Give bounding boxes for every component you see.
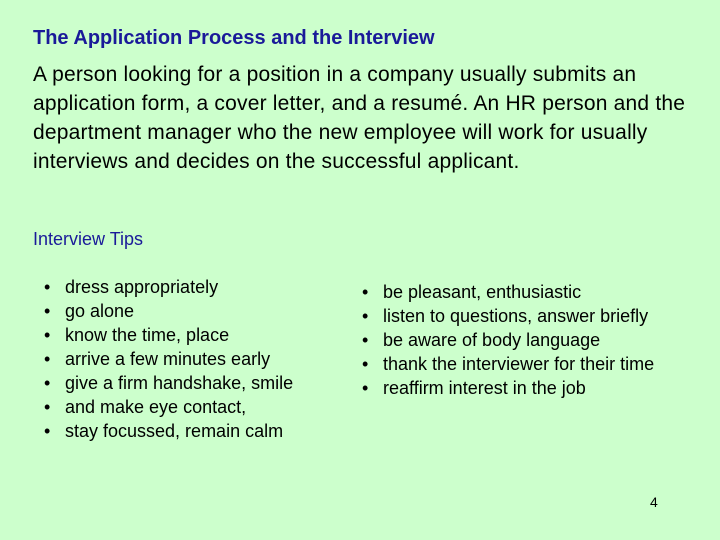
list-item: • be aware of body language [362, 330, 601, 350]
list-item: • be pleasant, enthusiastic [362, 282, 582, 302]
bullet-icon: • [44, 277, 51, 297]
page-number: 4 [650, 494, 658, 510]
list-item: • give a firm handshake, smile [44, 373, 294, 393]
tips-list-right [351, 280, 654, 400]
bullet-icon: • [362, 306, 369, 326]
bullet-icon: • [362, 330, 369, 350]
bullet-icon: • [44, 421, 51, 441]
slide-title: The Application Process and the Interview [33, 27, 435, 49]
list-item: • and make eye contact, [44, 397, 247, 417]
list-item: • arrive a few minutes early [44, 349, 271, 369]
tips-list-left [33, 275, 293, 443]
list-item: • know the time, place [44, 325, 230, 345]
bullet-icon: • [44, 373, 51, 393]
list-item: • dress appropriately [44, 277, 219, 297]
bullet-icon: • [362, 378, 369, 398]
list-item: • stay focussed, remain calm [44, 421, 284, 441]
list-item: • reaffirm interest in the job [362, 378, 586, 398]
list-item: • listen to questions, answer briefly [362, 306, 649, 326]
list-item: • thank the interviewer for their time [362, 354, 655, 374]
bullet-icon: • [44, 325, 51, 345]
bullet-icon: • [44, 397, 51, 417]
bullet-icon: • [362, 354, 369, 374]
bullet-icon: • [44, 349, 51, 369]
bullet-icon: • [44, 301, 51, 321]
subheading-interview-tips: Interview Tips [33, 229, 144, 249]
list-item: • go alone [44, 301, 135, 321]
bullet-icon: • [362, 282, 369, 302]
intro-paragraph: A person looking for a position in a company usually submits an application form, a cover letter, and a resumé. An HR person and the department manager who the new employee will work for usually interviews and decides on the successful applicant. [33, 63, 686, 173]
